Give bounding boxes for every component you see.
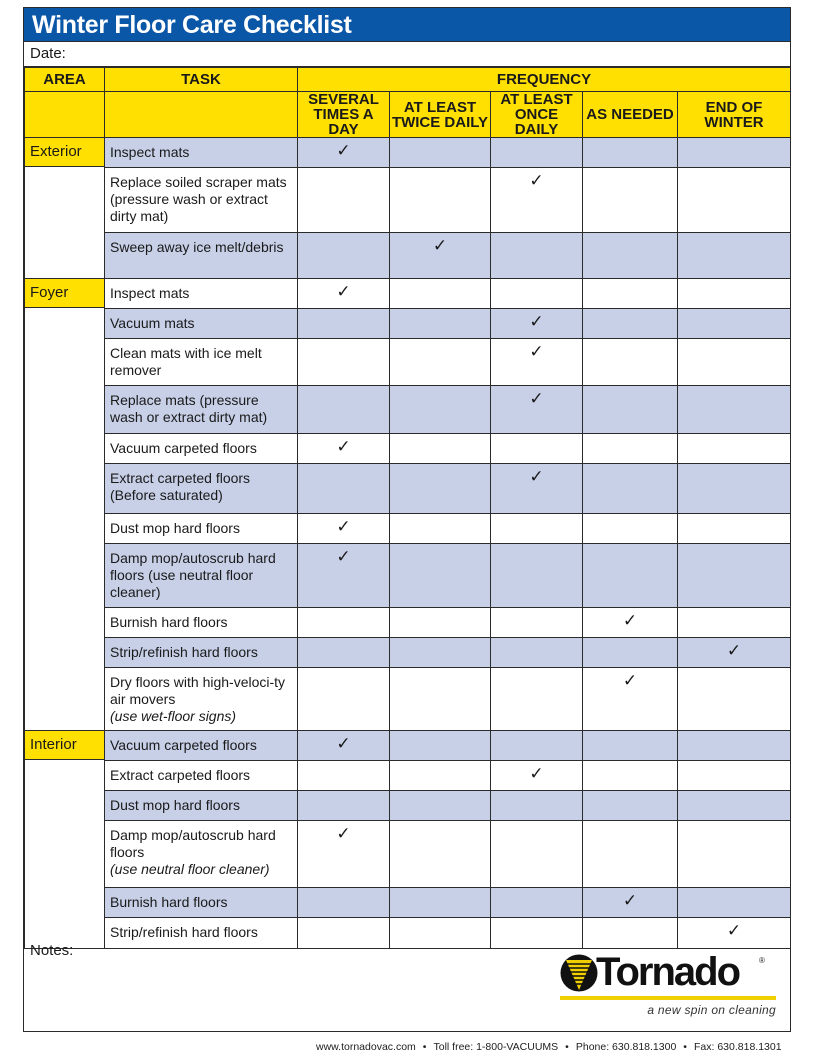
checkmark-icon: ✓ (336, 141, 351, 160)
checklist-table (24, 67, 791, 949)
task-text: Inspect mats (110, 285, 190, 301)
logo-wordmark: Tornado (596, 950, 740, 994)
frequency-checkbox-cell[interactable] (298, 544, 390, 608)
checkmark-icon: ✓ (336, 517, 351, 536)
logo-registered-mark: ® (759, 956, 765, 965)
footer-contact (316, 1041, 782, 1053)
task-cell (105, 138, 298, 168)
frequency-checkbox-cell[interactable] (491, 608, 583, 638)
freq-col-once-daily: AT LEAST ONCE DAILY (491, 92, 583, 138)
table-row (25, 668, 791, 731)
frequency-checkbox-cell[interactable] (491, 279, 583, 309)
frequency-checkbox-cell[interactable] (583, 386, 678, 434)
frequency-checkbox-cell[interactable] (678, 821, 791, 888)
frequency-checkbox-cell[interactable] (491, 731, 583, 761)
checkmark-icon: ✓ (529, 764, 544, 783)
frequency-checkbox-cell[interactable] (678, 279, 791, 309)
frequency-checkbox-cell[interactable] (298, 464, 390, 514)
frequency-checkbox-cell[interactable] (491, 888, 583, 918)
frequency-checkbox-cell[interactable] (390, 434, 491, 464)
frequency-checkbox-cell[interactable] (678, 888, 791, 918)
frequency-checkbox-cell[interactable] (298, 638, 390, 668)
area-label: Exterior (25, 138, 104, 167)
task-cell (105, 309, 298, 339)
subheader-area-blank (25, 92, 105, 138)
header-area: AREA (25, 68, 105, 92)
date-label: Date: (30, 45, 66, 62)
table-row (25, 279, 791, 309)
frequency-checkbox-cell[interactable] (390, 608, 491, 638)
frequency-checkbox-cell[interactable] (491, 638, 583, 668)
task-cell (105, 464, 298, 514)
title-bar (24, 8, 790, 42)
frequency-checkbox-cell[interactable] (390, 168, 491, 233)
logo-tagline: a new spin on cleaning (647, 1003, 776, 1017)
frequency-checkbox-cell[interactable] (298, 514, 390, 544)
task-cell (105, 668, 298, 731)
task-text: Strip/refinish hard floors (110, 924, 258, 940)
table-row (25, 761, 791, 791)
frequency-checkbox-cell[interactable] (678, 168, 791, 233)
frequency-checkbox-cell[interactable] (298, 434, 390, 464)
footer-website: www.tornadovac.com (316, 1041, 416, 1053)
task-note: (use neutral floor cleaner) (110, 861, 270, 877)
footer-fax: Fax: 630.818.1301 (693, 1041, 782, 1053)
frequency-checkbox-cell[interactable] (390, 668, 491, 731)
task-text: Clean mats with ice melt remover (110, 345, 262, 378)
frequency-checkbox-cell[interactable] (583, 761, 678, 791)
table-row (25, 464, 791, 514)
area-cell (25, 279, 105, 731)
frequency-checkbox-cell[interactable] (583, 791, 678, 821)
task-cell (105, 434, 298, 464)
date-row (24, 42, 790, 67)
task-text: Sweep away ice melt/debris (110, 239, 284, 255)
frequency-checkbox-cell[interactable] (390, 339, 491, 386)
frequency-checkbox-cell[interactable] (678, 464, 791, 514)
task-cell (105, 888, 298, 918)
task-cell (105, 168, 298, 233)
task-text: Replace soiled scraper mats (pressure wash or extract dirty mat) (110, 174, 287, 224)
frequency-checkbox-cell[interactable] (678, 514, 791, 544)
task-text: Vacuum mats (110, 315, 195, 331)
frequency-checkbox-cell[interactable] (583, 638, 678, 668)
frequency-checkbox-cell[interactable] (491, 434, 583, 464)
frequency-checkbox-cell[interactable] (390, 233, 491, 279)
task-note: (use wet-floor signs) (110, 708, 237, 724)
table-row (25, 791, 791, 821)
frequency-checkbox-cell[interactable] (583, 821, 678, 888)
frequency-checkbox-cell[interactable] (583, 138, 678, 168)
frequency-checkbox-cell[interactable] (678, 138, 791, 168)
checkmark-icon: ✓ (432, 236, 448, 255)
frequency-checkbox-cell[interactable] (678, 731, 791, 761)
task-cell (105, 608, 298, 638)
footer-separator: • (683, 1041, 687, 1053)
frequency-checkbox-cell[interactable] (678, 668, 791, 731)
frequency-checkbox-cell[interactable] (390, 464, 491, 514)
table-row (25, 233, 791, 279)
frequency-checkbox-cell[interactable] (491, 668, 583, 731)
frequency-checkbox-cell[interactable] (678, 608, 791, 638)
frequency-checkbox-cell[interactable] (491, 514, 583, 544)
frequency-checkbox-cell[interactable] (298, 138, 390, 168)
frequency-checkbox-cell[interactable] (583, 544, 678, 608)
task-cell (105, 339, 298, 386)
area-cell (25, 138, 105, 279)
table-row (25, 339, 791, 386)
frequency-checkbox-cell[interactable] (583, 279, 678, 309)
frequency-checkbox-cell[interactable] (491, 821, 583, 888)
frequency-checkbox-cell[interactable] (298, 761, 390, 791)
frequency-checkbox-cell[interactable] (491, 544, 583, 608)
freq-col-twice-daily: AT LEAST TWICE DAILY (390, 92, 491, 138)
checkmark-icon: ✓ (336, 547, 351, 566)
checkmark-icon: ✓ (726, 641, 742, 660)
header-task: TASK (105, 68, 298, 92)
table-row (25, 138, 791, 168)
frequency-checkbox-cell[interactable] (678, 791, 791, 821)
task-text: Replace mats (pressure wash or extract dirty mat) (110, 392, 268, 425)
checkmark-icon: ✓ (529, 389, 544, 408)
task-cell (105, 279, 298, 309)
frequency-checkbox-cell[interactable] (583, 888, 678, 918)
frequency-checkbox-cell[interactable] (678, 339, 791, 386)
frequency-checkbox-cell[interactable] (390, 309, 491, 339)
footer-phone: Phone: 630.818.1300 (575, 1041, 677, 1053)
task-text: Vacuum carpeted floors (110, 440, 257, 456)
frequency-checkbox-cell[interactable] (678, 544, 791, 608)
frequency-checkbox-cell[interactable] (298, 731, 390, 761)
area-label: Foyer (25, 279, 104, 308)
task-text: Extract carpeted floors (110, 767, 251, 783)
frequency-checkbox-cell[interactable] (491, 168, 583, 233)
frequency-checkbox-cell[interactable] (298, 309, 390, 339)
checkmark-icon: ✓ (622, 611, 638, 630)
task-text: Dust mop hard floors (110, 797, 240, 813)
checklist-body (25, 138, 791, 949)
task-cell (105, 791, 298, 821)
frequency-checkbox-cell[interactable] (390, 731, 491, 761)
frequency-checkbox-cell[interactable] (390, 279, 491, 309)
table-row (25, 544, 791, 608)
task-cell (105, 233, 298, 279)
task-text: Dry floors with high-veloci-ty air movers (110, 674, 286, 707)
frequency-checkbox-cell[interactable] (298, 668, 390, 731)
checkmark-icon: ✓ (529, 312, 544, 331)
frequency-checkbox-cell[interactable] (298, 339, 390, 386)
frequency-checkbox-cell[interactable] (390, 638, 491, 668)
task-text: Dust mop hard floors (110, 520, 240, 536)
frequency-checkbox-cell[interactable] (390, 138, 491, 168)
task-text: Damp mop/autoscrub hard floors (use neutral floor cleaner) (110, 550, 276, 600)
frequency-checkbox-cell[interactable] (298, 233, 390, 279)
area-label: Interior (25, 731, 104, 760)
notes-label: Notes: (30, 942, 74, 959)
table-row (25, 638, 791, 668)
frequency-checkbox-cell[interactable] (678, 761, 791, 791)
logo-underline (560, 996, 776, 1000)
task-cell (105, 544, 298, 608)
frequency-checkbox-cell[interactable] (298, 821, 390, 888)
frequency-checkbox-cell[interactable] (678, 638, 791, 668)
table-row (25, 888, 791, 918)
frequency-checkbox-cell[interactable] (491, 339, 583, 386)
frequency-checkbox-cell[interactable] (298, 791, 390, 821)
frequency-checkbox-cell[interactable] (678, 233, 791, 279)
frequency-checkbox-cell[interactable] (298, 279, 390, 309)
table-row (25, 731, 791, 761)
task-text: Damp mop/autoscrub hard floors (110, 827, 276, 860)
frequency-checkbox-cell[interactable] (491, 464, 583, 514)
frequency-checkbox-cell[interactable] (390, 791, 491, 821)
frequency-checkbox-cell[interactable] (390, 888, 491, 918)
frequency-checkbox-cell[interactable] (491, 309, 583, 339)
checkmark-icon: ✓ (336, 824, 351, 843)
frequency-checkbox-cell[interactable] (583, 434, 678, 464)
task-cell (105, 821, 298, 888)
checkmark-icon: ✓ (336, 734, 351, 753)
frequency-checkbox-cell[interactable] (678, 309, 791, 339)
checkmark-icon: ✓ (529, 342, 544, 361)
checkmark-icon: ✓ (622, 671, 638, 690)
table-row (25, 514, 791, 544)
frequency-checkbox-cell[interactable] (583, 339, 678, 386)
frequency-checkbox-cell[interactable] (678, 386, 791, 434)
tornado-funnel-icon (560, 952, 598, 994)
footer-toll-free: Toll free: 1-800-VACUUMS (433, 1041, 559, 1053)
frequency-checkbox-cell[interactable] (583, 608, 678, 638)
task-text: Strip/refinish hard floors (110, 644, 258, 660)
frequency-checkbox-cell[interactable] (583, 731, 678, 761)
frequency-checkbox-cell[interactable] (678, 434, 791, 464)
frequency-checkbox-cell[interactable] (583, 668, 678, 731)
frequency-checkbox-cell[interactable] (583, 464, 678, 514)
task-cell (105, 731, 298, 761)
table-row (25, 434, 791, 464)
task-text: Inspect mats (110, 144, 190, 160)
frequency-checkbox-cell[interactable] (298, 386, 390, 434)
task-text: Burnish hard floors (110, 614, 228, 630)
subheader-task-blank (105, 92, 298, 138)
frequency-checkbox-cell[interactable] (583, 514, 678, 544)
freq-col-several-times: SEVERAL TIMES A DAY (298, 92, 390, 138)
task-cell (105, 386, 298, 434)
checkmark-icon: ✓ (529, 467, 544, 486)
frequency-checkbox-cell[interactable] (390, 544, 491, 608)
task-cell (105, 514, 298, 544)
header-frequency: FREQUENCY (298, 68, 791, 92)
task-text: Extract carpeted floors (Before saturated) (110, 470, 251, 503)
frequency-checkbox-cell[interactable] (491, 791, 583, 821)
frequency-checkbox-cell[interactable] (491, 233, 583, 279)
area-cell (25, 731, 105, 949)
frequency-checkbox-cell[interactable] (298, 888, 390, 918)
checkmark-icon: ✓ (336, 437, 351, 456)
checkmark-icon: ✓ (726, 921, 742, 940)
freq-col-end-of-winter: END OF WINTER (678, 92, 791, 138)
frequency-checkbox-cell[interactable] (390, 821, 491, 888)
frequency-checkbox-cell[interactable] (491, 386, 583, 434)
table-row (25, 608, 791, 638)
task-text: Burnish hard floors (110, 894, 228, 910)
frequency-checkbox-cell[interactable] (583, 233, 678, 279)
checkmark-icon: ✓ (622, 891, 638, 910)
frequency-checkbox-cell[interactable] (583, 309, 678, 339)
checkmark-icon: ✓ (336, 282, 351, 301)
footer-separator: • (422, 1041, 427, 1053)
table-row (25, 309, 791, 339)
table-row (25, 821, 791, 888)
page-title: Winter Floor Care Checklist (32, 11, 352, 39)
footer-separator: • (565, 1041, 569, 1053)
freq-col-as-needed: AS NEEDED (583, 92, 678, 138)
task-cell (105, 761, 298, 791)
table-row (25, 386, 791, 434)
frequency-checkbox-cell[interactable] (390, 761, 491, 791)
task-text: Vacuum carpeted floors (110, 737, 257, 753)
frequency-checkbox-cell[interactable] (390, 514, 491, 544)
checkmark-icon: ✓ (529, 171, 544, 190)
frequency-checkbox-cell[interactable] (491, 138, 583, 168)
frequency-checkbox-cell[interactable] (583, 168, 678, 233)
frequency-checkbox-cell[interactable] (298, 168, 390, 233)
frequency-checkbox-cell[interactable] (491, 761, 583, 791)
table-row (25, 168, 791, 233)
task-cell (105, 638, 298, 668)
frequency-checkbox-cell[interactable] (390, 386, 491, 434)
frequency-checkbox-cell[interactable] (298, 608, 390, 638)
tornado-logo (560, 952, 778, 1022)
